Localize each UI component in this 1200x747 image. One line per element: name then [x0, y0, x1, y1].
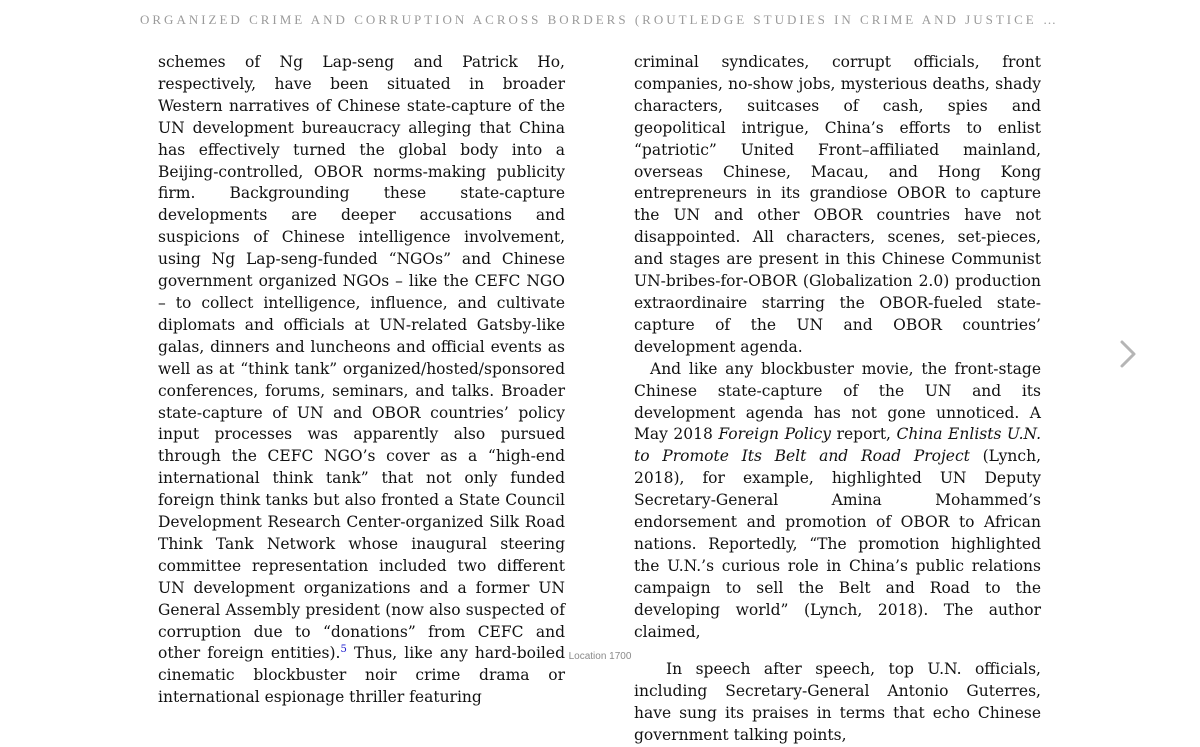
- block-quote: [634, 659, 1041, 747]
- paragraph-text: report,: [831, 425, 897, 444]
- paragraph-text: criminal syndicates, corrupt officials, front companies, no-show jobs, mysterious deaths, shady characters, suitcases of cash, spies and geopolitical intrigue, China’s efforts to enlist “patriotic” United Front–affiliated mainland, overseas Chinese, Macau, and Hong Kong entrepreneurs in its grandiose OBOR to capture the UN and other OBOR countries have not disappointed. All characters, scenes, set-pieces, and stages are present in this Chinese Communist UN-bribes-for-OBOR (Globalization 2.0) production extraordinaire starring the OBOR-fueled state-capture of the UN and OBOR countries’ development agenda.: [634, 53, 1041, 356]
- paragraph-text: (Lynch, 2018), for example, highlighted UN Deputy Secretary-General Amina Mohammed’s endorsement and promotion of OBOR to African nations. Reportedly, “The promotion highlighted the U.N.’s curious role in China’s public relations campaign to sell the Belt and Road to the developing world” (Lynch, 2018). The author claimed,: [634, 447, 1042, 641]
- footnote-link[interactable]: 5: [340, 644, 347, 656]
- paragraph-text-tail: Thus, like any hard-boiled cinematic blockbuster noir crime drama or international espionage thriller featuring: [158, 644, 565, 707]
- next-page-button[interactable]: [1112, 336, 1144, 372]
- reading-location: Location 1700: [568, 651, 632, 662]
- italic-article-title: China Enlists U.N. to Promote Its Belt and Road Project: [634, 425, 1041, 466]
- paragraph: [634, 359, 1041, 644]
- left-text-column: [158, 52, 565, 709]
- book-title: ORGANIZED CRIME AND CORRUPTION ACROSS BORDERS (ROUTLEDGE STUDIES IN CRIME AND JUSTICE …: [140, 12, 1059, 27]
- paragraph: [158, 52, 565, 709]
- paragraph-text: schemes of Ng Lap-seng and Patrick Ho, respectively, have been situated in broader Western narratives of Chinese state-capture of the UN development bureaucracy alleging that China has effectively turned the global body into a Beijing-controlled, OBOR norms-making publicity firm. Backgrounding these state-capture developments are deeper accusations and suspicions of Chinese intelligence involvement, using Ng Lap-seng-funded “NGOs” and Chinese government organized NGOs – like the CEFC NGO – to collect intelligence, influence, and cultivate diplomats and officials at UN-related Gatsby-like galas, dinners and luncheons and official events as well as at “think tank” organized/hosted/sponsored conferences, forums, seminars, and talks. Broader state-capture of UN and OBOR countries’ policy input processes was apparently also pursued through the CEFC NGO’s cover as a “high-end international think tank” that not only funded foreign think tanks but also fronted a State Council Development Research Center-organized Silk Road Think Tank Network whose inaugural steering committee representation included two different UN development organizations and a former UN General Assembly president (now also suspected of corruption due to “donations” from CEFC and other foreign entities).: [158, 53, 565, 663]
- paragraph-text: And like any blockbuster movie, the front-stage Chinese state-capture of the UN and its development agenda has not gone unnoticed. A May 2018: [634, 359, 1041, 444]
- quote-text: In speech after speech, top U.N. officials, including Secretary-General Antonio Guterres, have sung its praises in terms that echo Chinese government talking points,: [634, 660, 1041, 745]
- italic-publication-title: Foreign Policy: [718, 425, 832, 444]
- right-text-column: [634, 52, 1041, 747]
- chevron-right-icon: [1112, 336, 1144, 372]
- paragraph: [634, 52, 1041, 359]
